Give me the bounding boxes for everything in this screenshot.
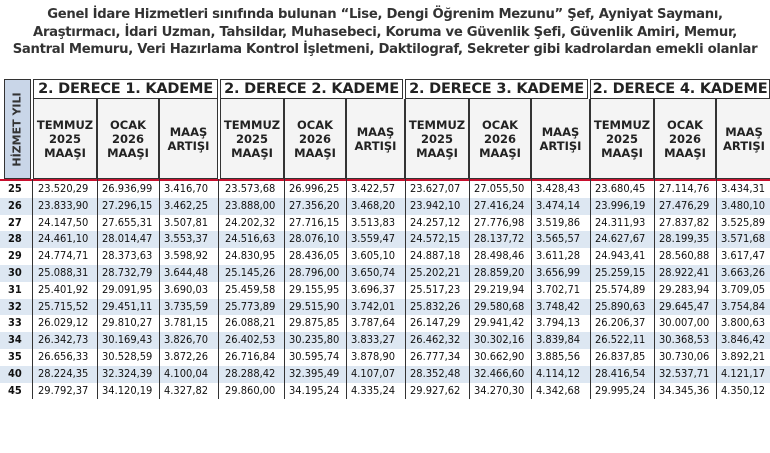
raise-cell: 3.434,31	[721, 182, 766, 195]
group-title-4: 2. DERECE 4. KADEME	[590, 79, 770, 99]
raise-cell: 3.878,90	[351, 350, 396, 363]
subheader-g3-c1	[405, 99, 469, 179]
column-divider	[32, 179, 33, 399]
jan-2026-salary-cell: 27.296,15	[102, 198, 153, 212]
july-2025-salary-cell: 24.627,67	[595, 232, 646, 246]
raise-cell: 3.781,15	[164, 316, 209, 330]
july-2025-salary-cell: 25.145,26	[225, 266, 276, 279]
raise-cell: 3.553,37	[164, 232, 209, 246]
jan-2026-salary-cell: 29.219,94	[474, 282, 525, 296]
subheader-line: ARTIŞI	[167, 138, 210, 153]
july-2025-salary-cell: 28.224,35	[38, 366, 89, 380]
column-divider	[590, 179, 591, 399]
raise-cell: 3.826,70	[164, 333, 209, 347]
subheader-line: MAAŞI	[107, 145, 149, 160]
column-divider	[405, 179, 406, 399]
subheader-line: OCAK	[666, 117, 704, 132]
jan-2026-salary-cell: 29.875,85	[289, 316, 340, 330]
jan-2026-salary-cell: 28.199,35	[659, 232, 710, 246]
july-2025-salary-cell: 26.147,29	[410, 316, 461, 330]
raise-cell: 3.605,10	[351, 249, 396, 263]
subheader-line: OCAK	[296, 117, 334, 132]
july-2025-salary-cell: 24.461,10	[38, 232, 89, 246]
raise-cell: 3.754,84	[721, 299, 766, 313]
raise-cell: 3.885,56	[536, 350, 581, 363]
july-2025-salary-cell: 25.715,52	[38, 299, 89, 313]
column-divider	[97, 179, 98, 399]
subheader-line: 2025	[605, 131, 638, 146]
jan-2026-salary-cell: 27.476,29	[659, 198, 710, 212]
subheader-line: MAAŞ	[169, 124, 208, 139]
july-2025-salary-cell: 24.147,50	[38, 215, 89, 229]
raise-cell: 3.480,10	[721, 198, 766, 212]
subheader-line: MAAŞI	[479, 145, 521, 160]
subheader-g1-c3	[159, 99, 218, 179]
july-2025-salary-cell: 29.860,00	[225, 383, 276, 397]
july-2025-salary-cell: 25.088,31	[38, 266, 89, 279]
raise-cell: 3.663,26	[721, 266, 766, 279]
raise-cell: 3.422,57	[351, 182, 396, 195]
subheader-line: MAAŞI	[231, 145, 273, 160]
july-2025-salary-cell: 25.517,23	[410, 282, 461, 296]
july-2025-salary-cell: 26.088,21	[225, 316, 276, 330]
jan-2026-salary-cell: 34.120,19	[102, 383, 153, 397]
raise-cell: 3.839,84	[536, 333, 581, 347]
jan-2026-salary-cell: 34.270,30	[474, 383, 525, 397]
subheader-g2-c3	[346, 99, 405, 179]
raise-cell: 4.350,12	[721, 383, 766, 397]
raise-cell: 3.428,43	[536, 182, 581, 195]
raise-cell: 4.335,24	[351, 383, 396, 397]
title-line-1: Genel İdare Hizmetleri sınıfında bulunan “Lise, Dengi Öğrenim Mezunu” Şef, Ayniyat Saymanı,	[47, 7, 723, 22]
group-title-1: 2. DERECE 1. KADEME	[33, 79, 218, 99]
jan-2026-salary-cell: 30.528,59	[102, 350, 153, 363]
subheader-line: MAAŞI	[416, 145, 458, 160]
subheader-line: 2026	[111, 131, 144, 146]
jan-2026-salary-cell: 27.055,50	[474, 182, 525, 195]
raise-cell: 3.787,64	[351, 316, 396, 330]
july-2025-salary-cell: 24.516,63	[225, 232, 276, 246]
jan-2026-salary-cell: 30.169,43	[102, 333, 153, 347]
page-title	[0, 6, 770, 59]
july-2025-salary-cell: 26.206,37	[595, 316, 646, 330]
salary-table	[0, 79, 770, 453]
july-2025-salary-cell: 29.927,62	[410, 383, 461, 397]
raise-cell: 4.114,12	[536, 366, 581, 380]
july-2025-salary-cell: 24.202,32	[225, 215, 276, 229]
july-2025-salary-cell: 28.416,54	[595, 366, 646, 380]
service-years-header-label: HİZMET YILI	[11, 91, 25, 167]
subheader-g1-c1	[33, 99, 97, 179]
service-year-cell: 35	[8, 350, 22, 363]
raise-cell: 3.846,42	[721, 333, 766, 347]
july-2025-salary-cell: 29.995,24	[595, 383, 646, 397]
jan-2026-salary-cell: 28.014,47	[102, 232, 153, 246]
july-2025-salary-cell: 25.574,89	[595, 282, 646, 296]
july-2025-salary-cell: 24.830,95	[225, 249, 276, 263]
july-2025-salary-cell: 24.311,93	[595, 215, 646, 229]
july-2025-salary-cell: 28.288,42	[225, 366, 276, 380]
jan-2026-salary-cell: 28.859,20	[474, 266, 525, 279]
subheader-line: 2026	[668, 131, 701, 146]
july-2025-salary-cell: 26.656,33	[38, 350, 89, 363]
subheader-line: 2025	[48, 131, 81, 146]
july-2025-salary-cell: 24.774,71	[38, 249, 89, 263]
subheader-line: 2026	[483, 131, 516, 146]
service-year-cell: 33	[8, 316, 22, 330]
subheader-g3-c3	[531, 99, 590, 179]
jan-2026-salary-cell: 32.537,71	[659, 366, 710, 380]
july-2025-salary-cell: 23.996,19	[595, 198, 646, 212]
july-2025-salary-cell: 26.716,84	[225, 350, 276, 363]
jan-2026-salary-cell: 28.560,88	[659, 249, 710, 263]
jan-2026-salary-cell: 27.416,24	[474, 198, 525, 212]
raise-cell: 4.342,68	[536, 383, 581, 397]
raise-cell: 4.107,07	[351, 366, 396, 380]
july-2025-salary-cell: 26.777,34	[410, 350, 461, 363]
july-2025-salary-cell: 26.462,32	[410, 333, 461, 347]
jan-2026-salary-cell: 30.595,74	[289, 350, 340, 363]
subheader-line: TEMMUZ	[593, 117, 651, 132]
jan-2026-salary-cell: 30.302,16	[474, 333, 525, 347]
raise-cell: 3.519,86	[536, 215, 581, 229]
subheader-line: MAAŞ	[541, 124, 580, 139]
july-2025-salary-cell: 24.257,12	[410, 215, 461, 229]
service-year-cell: 26	[8, 198, 22, 212]
subheader-g4-c1	[590, 99, 654, 179]
raise-cell: 3.872,26	[164, 350, 209, 363]
column-divider	[531, 179, 532, 399]
raise-cell: 3.709,05	[721, 282, 766, 296]
raise-cell: 4.121,17	[721, 366, 766, 380]
subheader-g3-c2	[469, 99, 531, 179]
jan-2026-salary-cell: 34.195,24	[289, 383, 340, 397]
service-year-cell: 32	[8, 299, 22, 313]
subheader-line: 2025	[420, 131, 453, 146]
service-year-cell: 25	[8, 182, 22, 195]
column-divider	[716, 179, 717, 399]
jan-2026-salary-cell: 30.235,80	[289, 333, 340, 347]
subheader-line: MAAŞ	[356, 124, 395, 139]
raise-cell: 3.742,01	[351, 299, 396, 313]
july-2025-salary-cell: 24.887,18	[410, 249, 461, 263]
july-2025-salary-cell: 25.259,15	[595, 266, 646, 279]
jan-2026-salary-cell: 32.395,49	[289, 366, 340, 380]
subheader-line: MAAŞI	[601, 145, 643, 160]
group-title-2: 2. DERECE 2. KADEME	[220, 79, 403, 99]
jan-2026-salary-cell: 29.645,47	[659, 299, 710, 313]
jan-2026-salary-cell: 28.498,46	[474, 249, 525, 263]
raise-cell: 3.474,14	[536, 198, 581, 212]
subheader-line: OCAK	[109, 117, 147, 132]
raise-cell: 3.748,42	[536, 299, 581, 313]
subheader-line: MAAŞI	[664, 145, 706, 160]
july-2025-salary-cell: 26.342,73	[38, 333, 89, 347]
raise-cell: 3.696,37	[351, 282, 396, 296]
july-2025-salary-cell: 26.837,85	[595, 350, 646, 363]
service-year-cell: 29	[8, 249, 22, 263]
jan-2026-salary-cell: 29.515,90	[289, 299, 340, 313]
jan-2026-salary-cell: 29.941,42	[474, 316, 525, 330]
raise-cell: 4.100,04	[164, 366, 209, 380]
july-2025-salary-cell: 23.888,00	[225, 198, 276, 212]
raise-cell: 3.416,70	[164, 182, 209, 195]
subheader-line: MAAŞ	[725, 124, 763, 139]
raise-cell: 3.735,59	[164, 299, 209, 313]
subheader-g1-c2	[97, 99, 159, 179]
july-2025-salary-cell: 24.572,15	[410, 232, 461, 246]
jan-2026-salary-cell: 29.091,95	[102, 282, 153, 296]
jan-2026-salary-cell: 29.810,27	[102, 316, 153, 330]
service-year-cell: 31	[8, 282, 22, 296]
service-year-cell: 27	[8, 215, 22, 229]
subheader-line: TEMMUZ	[36, 117, 94, 132]
raise-cell: 3.468,20	[351, 198, 396, 212]
subheader-line: 2026	[298, 131, 331, 146]
subheader-g2-c2	[284, 99, 346, 179]
column-divider	[469, 179, 470, 399]
july-2025-salary-cell: 25.773,89	[225, 299, 276, 313]
raise-cell: 3.571,68	[721, 232, 766, 246]
service-year-cell: 40	[8, 366, 22, 380]
july-2025-salary-cell: 23.573,68	[225, 182, 276, 195]
subheader-line: 2025	[235, 131, 268, 146]
jan-2026-salary-cell: 28.922,41	[659, 266, 710, 279]
jan-2026-salary-cell: 29.283,94	[659, 282, 710, 296]
july-2025-salary-cell: 26.029,12	[38, 316, 89, 330]
raise-cell: 3.525,89	[721, 215, 766, 229]
jan-2026-salary-cell: 28.436,05	[289, 249, 340, 263]
raise-cell: 3.650,74	[351, 266, 396, 279]
service-year-cell: 34	[8, 333, 22, 347]
service-year-cell: 30	[8, 266, 22, 279]
raise-cell: 3.617,47	[721, 249, 766, 263]
july-2025-salary-cell: 26.402,53	[225, 333, 276, 347]
raise-cell: 3.559,47	[351, 232, 396, 246]
column-divider	[654, 179, 655, 399]
title-line-2: Araştırmacı, İdari Uzman, Tahsildar, Muhasebeci, Koruma ve Güvenlik Şefi, Güvenlik Amiri, Memur,	[33, 24, 737, 40]
july-2025-salary-cell: 25.459,58	[225, 282, 276, 296]
jan-2026-salary-cell: 28.732,79	[102, 266, 153, 279]
raise-cell: 3.598,92	[164, 249, 209, 263]
raise-cell: 3.644,48	[164, 266, 209, 279]
raise-cell: 4.327,82	[164, 383, 209, 397]
jan-2026-salary-cell: 29.155,95	[289, 282, 340, 296]
subheader-line: TEMMUZ	[223, 117, 281, 132]
subheader-line: ARTIŞI	[539, 138, 582, 153]
subheader-line: OCAK	[481, 117, 519, 132]
subheader-g2-c1	[220, 99, 284, 179]
jan-2026-salary-cell: 28.796,00	[289, 266, 340, 279]
raise-cell: 3.794,13	[536, 316, 581, 330]
service-year-cell: 45	[8, 383, 22, 397]
july-2025-salary-cell: 24.943,41	[595, 249, 646, 263]
jan-2026-salary-cell: 27.837,82	[659, 215, 710, 229]
column-divider	[284, 179, 285, 399]
july-2025-salary-cell: 25.890,63	[595, 299, 646, 313]
jan-2026-salary-cell: 29.451,11	[102, 299, 153, 313]
title-line-3: Santral Memuru, Veri Hazırlama Kontrol İşletmeni, Daktilograf, Sekreter gibi kadrolardan emekli olanlar	[12, 42, 758, 57]
subheader-line: MAAŞI	[44, 145, 86, 160]
jan-2026-salary-cell: 34.345,36	[659, 383, 710, 397]
jan-2026-salary-cell: 32.466,60	[474, 366, 525, 380]
july-2025-salary-cell: 25.401,92	[38, 282, 89, 296]
subheader-g4-c2	[654, 99, 716, 179]
raise-cell: 3.565,57	[536, 232, 581, 246]
july-2025-salary-cell: 25.832,26	[410, 299, 461, 313]
raise-cell: 3.690,03	[164, 282, 209, 296]
jan-2026-salary-cell: 28.076,10	[289, 232, 340, 246]
jan-2026-salary-cell: 32.324,39	[102, 366, 153, 380]
column-divider	[218, 179, 219, 399]
july-2025-salary-cell: 25.202,21	[410, 266, 461, 279]
group-title-3: 2. DERECE 3. KADEME	[405, 79, 588, 99]
service-year-cell: 28	[8, 232, 22, 246]
july-2025-salary-cell: 23.942,10	[410, 198, 461, 212]
column-divider	[159, 179, 160, 399]
july-2025-salary-cell: 23.520,29	[38, 182, 89, 195]
jan-2026-salary-cell: 30.368,53	[659, 333, 710, 347]
july-2025-salary-cell: 23.627,07	[410, 182, 461, 195]
jan-2026-salary-cell: 28.373,63	[102, 249, 153, 263]
jan-2026-salary-cell: 27.356,20	[289, 198, 340, 212]
subheader-line: TEMMUZ	[408, 117, 466, 132]
jan-2026-salary-cell: 27.716,15	[289, 215, 340, 229]
jan-2026-salary-cell: 27.655,31	[102, 215, 153, 229]
july-2025-salary-cell: 28.352,48	[410, 366, 461, 380]
jan-2026-salary-cell: 26.936,99	[102, 182, 153, 195]
raise-cell: 3.513,83	[351, 215, 396, 229]
column-divider	[346, 179, 347, 399]
service-years-header	[4, 79, 31, 179]
jan-2026-salary-cell: 29.580,68	[474, 299, 525, 313]
july-2025-salary-cell: 29.792,37	[38, 383, 89, 397]
raise-cell: 3.892,21	[721, 350, 766, 363]
raise-cell: 3.462,25	[164, 198, 209, 212]
subheader-line: ARTIŞI	[723, 138, 765, 153]
raise-cell: 3.656,99	[536, 266, 581, 279]
july-2025-salary-cell: 26.522,11	[595, 333, 646, 347]
july-2025-salary-cell: 23.833,90	[38, 198, 89, 212]
raise-cell: 3.507,81	[164, 215, 209, 229]
subheader-g4-c3	[716, 99, 770, 179]
raise-cell: 3.611,28	[536, 249, 581, 263]
subheader-line: ARTIŞI	[354, 138, 397, 153]
jan-2026-salary-cell: 28.137,72	[474, 232, 525, 246]
jan-2026-salary-cell: 27.776,98	[474, 215, 525, 229]
jan-2026-salary-cell: 26.996,25	[289, 182, 340, 195]
jan-2026-salary-cell: 30.662,90	[474, 350, 525, 363]
jan-2026-salary-cell: 30.007,00	[659, 316, 710, 330]
subheader-line: MAAŞI	[294, 145, 336, 160]
raise-cell: 3.702,71	[536, 282, 581, 296]
jan-2026-salary-cell: 27.114,76	[659, 182, 710, 195]
jan-2026-salary-cell: 30.730,06	[659, 350, 710, 363]
july-2025-salary-cell: 23.680,45	[595, 182, 646, 195]
raise-cell: 3.833,27	[351, 333, 396, 347]
raise-cell: 3.800,63	[721, 316, 766, 330]
